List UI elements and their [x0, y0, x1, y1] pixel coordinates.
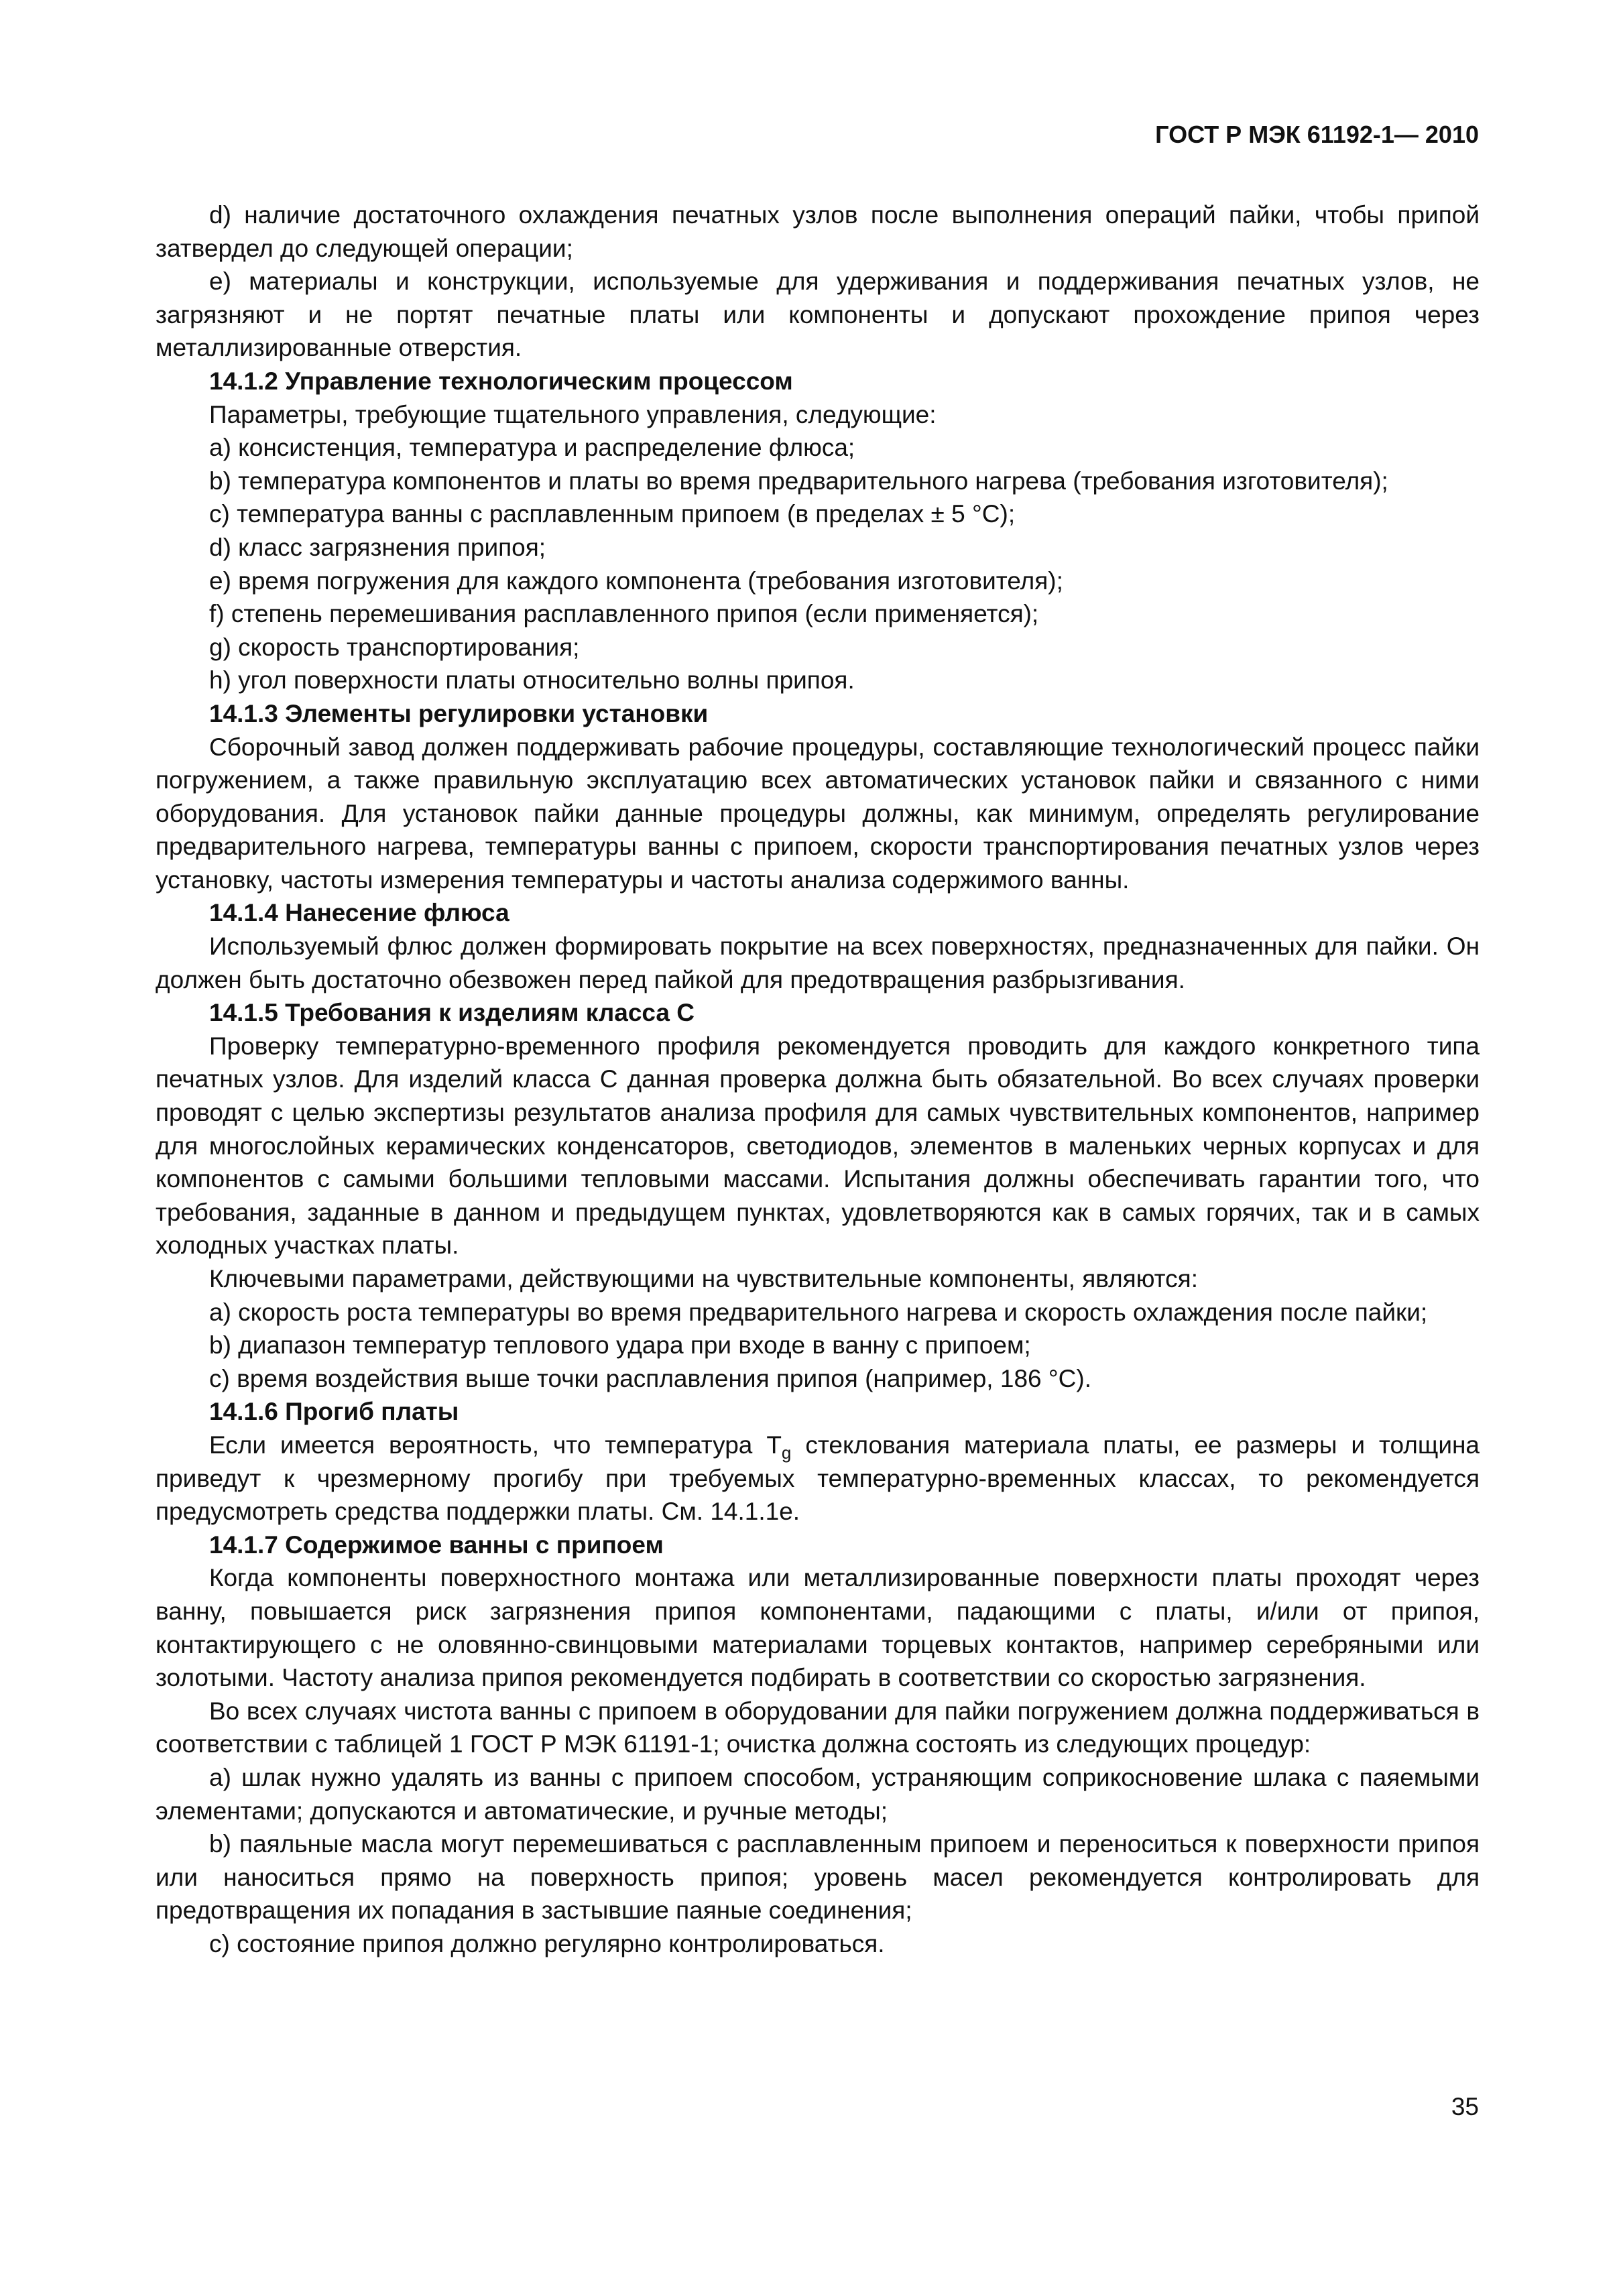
list-item: a) консистенция, температура и распределение флюса; — [209, 434, 855, 462]
text-run: Если имеется вероятность, что температура T — [209, 1431, 782, 1459]
paragraph: Используемый флюс должен формировать покрытие на всех поверхностях, предназначенных для пайки. Он должен быть достаточно обезвожен перед пайкой для предотвращения разбрызгивания. — [156, 932, 1480, 993]
document-header: ГОСТ Р МЭК 61192-1— 2010 — [1155, 121, 1479, 148]
text-run: стеклования материала платы, ее размеры и толщина приведут к чрезмерному прогибу при требуемых температурно-временных классах, то рекомендуется предусмотреть средства поддержки платы. См. 14.1.1е. — [156, 1431, 1480, 1526]
list-item: c) время воздействия выше точки расплавления припоя (например, 186 °С). — [209, 1364, 1091, 1392]
list-item: b) температура компонентов и платы во время предварительного нагрева (требования изготовителя); — [209, 467, 1388, 495]
list-item: b) паяльные масла могут перемешиваться с расплавленным припоем и переноситься к поверхности припоя или наноситься прямо на поверхность припоя; уровень масел рекомендуется контролировать для предотвращения их попадания в застывшие паяные соединения; — [156, 1830, 1480, 1925]
paragraph — [156, 1429, 1480, 1528]
paragraph: d) наличие достаточного охлаждения печатных узлов после выполнения операций пайки, чтобы припой затвердел до следующей операции; — [156, 201, 1480, 262]
list-item: d) класс загрязнения припоя; — [209, 533, 546, 561]
section-heading: 14.1.5 Требования к изделиям класса С — [209, 999, 695, 1027]
section-heading: 14.1.3 Элементы регулировки установки — [209, 699, 709, 727]
paragraph: Ключевыми параметрами, действующими на чувствительные компоненты, являются: — [209, 1265, 1198, 1292]
section-heading: 14.1.4 Нанесение флюса — [209, 899, 509, 927]
paragraph: Проверку температурно-временного профиля рекомендуется проводить для каждого конкретного типа печатных узлов. Для изделий класса С данная проверка должна быть обязательной. Во всех случаях проверки проводят с целью экспертизы результатов анализа профиля для самых чувствительных компонентов, например для многослойных керамических конденсаторов, светодиодов, элементов в маленьких черных корпусах и для компонентов с самыми большими тепловыми массами. Испытания должны обеспечивать гарантии того, что требования, заданные в данном и предыдущем пунктах, удовлетворяются как в самых горячих, так и в самых холодных участках платы. — [156, 1032, 1480, 1260]
section-heading: 14.1.7 Содержимое ванны с припоем — [209, 1530, 664, 1559]
subscript: g — [781, 1442, 792, 1463]
list-item: a) шлак нужно удалять из ванны с припоем способом, устраняющим соприкосновение шлака с паяемыми элементами; допускаются и автоматические, и ручные методы; — [156, 1763, 1480, 1825]
list-item: h) угол поверхности платы относительно волны припоя. — [209, 666, 855, 694]
list-item: c) температура ванны с расплавленным припоем (в пределах ± 5 °С); — [209, 500, 1016, 528]
document-body — [156, 198, 1480, 1960]
paragraph: Во всех случаях чистота ванны с припоем в оборудовании для пайки погружением должна поддерживаться в соответствии с таблицей 1 ГОСТ Р МЭК 61191-1; очистка должна состоять из следующих процедур: — [156, 1697, 1480, 1758]
list-item: a) скорость роста температуры во время предварительного нагрева и скорость охлаждения после пайки; — [209, 1298, 1428, 1326]
section-heading: 14.1.2 Управление технологическим процессом — [209, 367, 793, 395]
list-item: g) скорость транспортирования; — [209, 633, 580, 661]
paragraph: e) материалы и конструкции, используемые для удерживания и поддерживания печатных узлов, не загрязняют и не портят печатные платы или компоненты и допускают прохождение припоя через металлизированные отверстия. — [156, 267, 1480, 362]
list-item: f) степень перемешивания расплавленного припоя (если применяется); — [209, 600, 1039, 628]
list-item: b) диапазон температур теплового удара при входе в ванну с припоем; — [209, 1331, 1031, 1360]
section-heading: 14.1.6 Прогиб платы — [209, 1398, 459, 1426]
list-item: c) состояние припоя должно регулярно контролироваться. — [209, 1929, 885, 1957]
list-item: e) время погружения для каждого компонента (требования изготовителя); — [209, 566, 1063, 595]
paragraph: Когда компоненты поверхностного монтажа или металлизированные поверхности платы проходят через ванну, повышается риск загрязнения припоя компонентами, падающими с платы, и/или от припоя, контактирующего с не оловянно-свинцовыми материалами торцевых контактов, например серебряными или золотыми. Частоту анализа припоя рекомендуется подбирать в соответствии со скоростью загрязнения. — [156, 1564, 1480, 1692]
paragraph: Сборочный завод должен поддерживать рабочие процедуры, составляющие технологический процесс пайки погружением, а также правильную эксплуатацию всех автоматических установок пайки и связанного с ними оборудования. Для установок пайки данные процедуры должны, как минимум, определять регулирование предварительного нагрева, температуры ванны с припоем, скорости транспортирования печатных узлов через установку, частоты измерения температуры и частоты анализа содержимого ванны. — [156, 733, 1480, 894]
page-number: 35 — [1451, 2093, 1479, 2120]
paragraph: Параметры, требующие тщательного управления, следующие: — [209, 400, 937, 428]
